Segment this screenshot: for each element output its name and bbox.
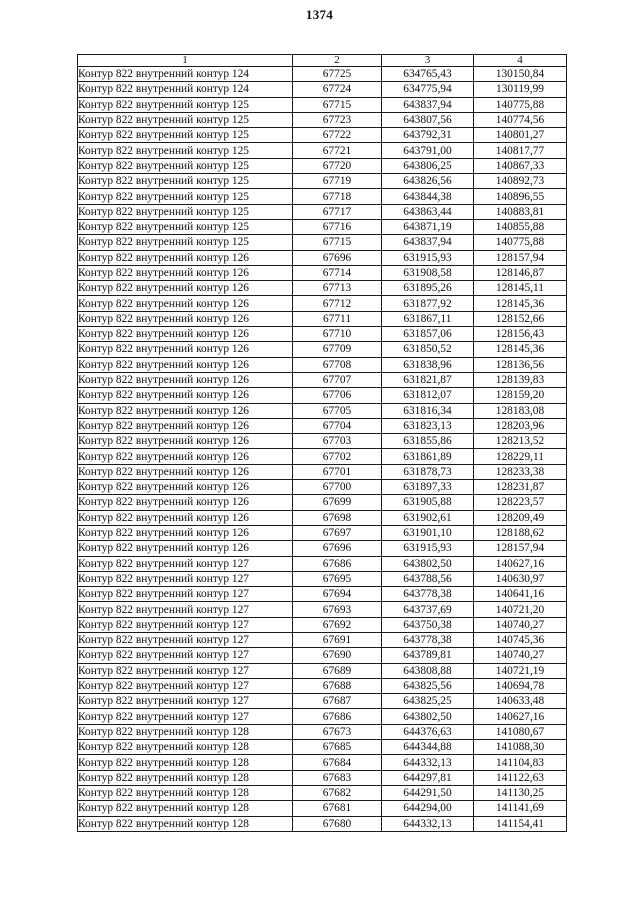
y-coordinate-cell: 128233,38: [474, 464, 567, 479]
y-coordinate-cell: 140801,27: [474, 128, 567, 143]
point-number-cell: 67705: [293, 403, 382, 418]
y-coordinate-cell: 140775,88: [474, 97, 567, 112]
point-number-cell: 67708: [293, 357, 382, 372]
y-coordinate-cell: 140855,88: [474, 219, 567, 234]
x-coordinate-cell: 634765,43: [382, 67, 474, 82]
x-coordinate-cell: 643825,56: [382, 678, 474, 693]
y-coordinate-cell: 130119,99: [474, 82, 567, 97]
y-coordinate-cell: 141088,30: [474, 740, 567, 755]
contour-name-cell: Контур 822 внутренний контур 128: [78, 816, 293, 831]
x-coordinate-cell: 643778,38: [382, 632, 474, 647]
y-coordinate-cell: 128145,11: [474, 281, 567, 296]
x-coordinate-cell: 643802,50: [382, 556, 474, 571]
x-coordinate-cell: 643871,19: [382, 219, 474, 234]
x-coordinate-cell: 634775,94: [382, 82, 474, 97]
point-number-cell: 67710: [293, 327, 382, 342]
x-coordinate-cell: 631895,26: [382, 281, 474, 296]
table-row: [78, 480, 567, 495]
contour-name-cell: Контур 822 внутренний контур 127: [78, 571, 293, 586]
x-coordinate-cell: 643807,56: [382, 112, 474, 127]
table-row: [78, 388, 567, 403]
table-row: [78, 709, 567, 724]
point-number-cell: 67700: [293, 480, 382, 495]
contour-name-cell: Контур 822 внутренний контур 126: [78, 327, 293, 342]
table-body: [78, 67, 567, 832]
x-coordinate-cell: 644344,88: [382, 740, 474, 755]
column-header-1: 1: [78, 55, 293, 67]
table-row: [78, 311, 567, 326]
x-coordinate-cell: 631877,92: [382, 296, 474, 311]
table-row: [78, 770, 567, 785]
x-coordinate-cell: 644294,00: [382, 801, 474, 816]
x-coordinate-cell: 631915,93: [382, 541, 474, 556]
x-coordinate-cell: 631897,33: [382, 480, 474, 495]
contour-name-cell: Контур 822 внутренний контур 124: [78, 82, 293, 97]
y-coordinate-cell: 128159,20: [474, 388, 567, 403]
y-coordinate-cell: 140627,16: [474, 556, 567, 571]
y-coordinate-cell: 140721,19: [474, 663, 567, 678]
table-row: [78, 112, 567, 127]
point-number-cell: 67689: [293, 663, 382, 678]
point-number-cell: 67696: [293, 541, 382, 556]
y-coordinate-cell: 140775,88: [474, 235, 567, 250]
x-coordinate-cell: 631861,89: [382, 449, 474, 464]
x-coordinate-cell: 643837,94: [382, 235, 474, 250]
contour-name-cell: Контур 822 внутренний контур 126: [78, 541, 293, 556]
contour-name-cell: Контур 822 внутренний контур 126: [78, 525, 293, 540]
point-number-cell: 67694: [293, 587, 382, 602]
x-coordinate-cell: 631821,87: [382, 372, 474, 387]
table-row: [78, 816, 567, 831]
point-number-cell: 67686: [293, 709, 382, 724]
x-coordinate-cell: 631838,96: [382, 357, 474, 372]
point-number-cell: 67681: [293, 801, 382, 816]
column-header-3: 3: [382, 55, 474, 67]
contour-name-cell: Контур 822 внутренний контур 124: [78, 67, 293, 82]
point-number-cell: 67721: [293, 143, 382, 158]
y-coordinate-cell: 128157,94: [474, 541, 567, 556]
table-row: [78, 327, 567, 342]
table-row: [78, 296, 567, 311]
y-coordinate-cell: 140892,73: [474, 174, 567, 189]
y-coordinate-cell: 128203,96: [474, 418, 567, 433]
y-coordinate-cell: 128223,57: [474, 495, 567, 510]
y-coordinate-cell: 141154,41: [474, 816, 567, 831]
table-row: [78, 525, 567, 540]
contour-name-cell: Контур 822 внутренний контур 126: [78, 342, 293, 357]
table-row: [78, 219, 567, 234]
point-number-cell: 67702: [293, 449, 382, 464]
y-coordinate-cell: 141130,25: [474, 785, 567, 800]
y-coordinate-cell: 140641,16: [474, 587, 567, 602]
contour-name-cell: Контур 822 внутренний контур 126: [78, 265, 293, 280]
point-number-cell: 67720: [293, 158, 382, 173]
column-header-4: 4: [474, 55, 567, 67]
contour-name-cell: Контур 822 внутренний контур 127: [78, 617, 293, 632]
page-number: 1374: [305, 7, 334, 22]
x-coordinate-cell: 643802,50: [382, 709, 474, 724]
point-number-cell: 67696: [293, 250, 382, 265]
point-number-cell: 67690: [293, 648, 382, 663]
contour-name-cell: Контур 822 внутренний контур 127: [78, 632, 293, 647]
contour-name-cell: Контур 822 внутренний контур 127: [78, 602, 293, 617]
point-number-cell: 67716: [293, 219, 382, 234]
x-coordinate-cell: 631850,52: [382, 342, 474, 357]
contour-name-cell: Контур 822 внутренний контур 128: [78, 740, 293, 755]
point-number-cell: 67706: [293, 388, 382, 403]
contour-name-cell: Контур 822 внутренний контур 125: [78, 174, 293, 189]
table-row: [78, 556, 567, 571]
table-row: [78, 372, 567, 387]
point-number-cell: 67698: [293, 510, 382, 525]
contour-name-cell: Контур 822 внутренний контур 126: [78, 250, 293, 265]
table-row: [78, 128, 567, 143]
contour-name-cell: Контур 822 внутренний контур 127: [78, 678, 293, 693]
table-row: [78, 189, 567, 204]
contour-name-cell: Контур 822 внутренний контур 125: [78, 143, 293, 158]
y-coordinate-cell: 140627,16: [474, 709, 567, 724]
x-coordinate-cell: 644291,50: [382, 785, 474, 800]
contour-name-cell: Контур 822 внутренний контур 126: [78, 418, 293, 433]
point-number-cell: 67687: [293, 694, 382, 709]
contour-name-cell: Контур 822 внутренний контур 126: [78, 434, 293, 449]
table-row: [78, 510, 567, 525]
contour-name-cell: Контур 822 внутренний контур 125: [78, 128, 293, 143]
point-number-cell: 67715: [293, 235, 382, 250]
point-number-cell: 67712: [293, 296, 382, 311]
contour-name-cell: Контур 822 внутренний контур 126: [78, 296, 293, 311]
table-row: [78, 694, 567, 709]
table-row: [78, 755, 567, 770]
y-coordinate-cell: 140694,78: [474, 678, 567, 693]
point-number-cell: 67699: [293, 495, 382, 510]
point-number-cell: 67715: [293, 97, 382, 112]
point-number-cell: 67685: [293, 740, 382, 755]
x-coordinate-cell: 643789,81: [382, 648, 474, 663]
table-row: [78, 663, 567, 678]
y-coordinate-cell: 140633,48: [474, 694, 567, 709]
table-row: [78, 97, 567, 112]
table-row: [78, 617, 567, 632]
point-number-cell: 67717: [293, 204, 382, 219]
table-row: [78, 464, 567, 479]
x-coordinate-cell: 643737,69: [382, 602, 474, 617]
x-coordinate-cell: 631857,06: [382, 327, 474, 342]
y-coordinate-cell: 128213,52: [474, 434, 567, 449]
table-row: [78, 587, 567, 602]
contour-name-cell: Контур 822 внутренний контур 126: [78, 480, 293, 495]
contour-name-cell: Контур 822 внутренний контур 127: [78, 663, 293, 678]
x-coordinate-cell: 644376,63: [382, 724, 474, 739]
x-coordinate-cell: 643788,56: [382, 571, 474, 586]
y-coordinate-cell: 141104,83: [474, 755, 567, 770]
y-coordinate-cell: 140867,33: [474, 158, 567, 173]
table-row: [78, 265, 567, 280]
table-row: [78, 235, 567, 250]
x-coordinate-cell: 643825,25: [382, 694, 474, 709]
x-coordinate-cell: 631908,58: [382, 265, 474, 280]
point-number-cell: 67692: [293, 617, 382, 632]
contour-name-cell: Контур 822 внутренний контур 125: [78, 112, 293, 127]
x-coordinate-cell: 631812,07: [382, 388, 474, 403]
contour-name-cell: Контур 822 внутренний контур 128: [78, 801, 293, 816]
y-coordinate-cell: 128157,94: [474, 250, 567, 265]
table-row: [78, 250, 567, 265]
point-number-cell: 67709: [293, 342, 382, 357]
contour-name-cell: Контур 822 внутренний контур 125: [78, 219, 293, 234]
table-row: [78, 541, 567, 556]
y-coordinate-cell: 128136,56: [474, 357, 567, 372]
table-row: [78, 648, 567, 663]
table-row: [78, 143, 567, 158]
x-coordinate-cell: 631901,10: [382, 525, 474, 540]
x-coordinate-cell: 644332,13: [382, 755, 474, 770]
y-coordinate-cell: 140745,36: [474, 632, 567, 647]
point-number-cell: 67714: [293, 265, 382, 280]
x-coordinate-cell: 631816,34: [382, 403, 474, 418]
x-coordinate-cell: 643844,38: [382, 189, 474, 204]
contour-name-cell: Контур 822 внутренний контур 125: [78, 235, 293, 250]
table-row: [78, 495, 567, 510]
y-coordinate-cell: 128139,83: [474, 372, 567, 387]
table-row: [78, 418, 567, 433]
contour-name-cell: Контур 822 внутренний контур 126: [78, 403, 293, 418]
point-number-cell: 67723: [293, 112, 382, 127]
point-number-cell: 67697: [293, 525, 382, 540]
x-coordinate-cell: 644332,13: [382, 816, 474, 831]
y-coordinate-cell: 128209,49: [474, 510, 567, 525]
table-row: [78, 724, 567, 739]
x-coordinate-cell: 643792,31: [382, 128, 474, 143]
x-coordinate-cell: 643808,88: [382, 663, 474, 678]
contour-name-cell: Контур 822 внутренний контур 127: [78, 648, 293, 663]
point-number-cell: 67701: [293, 464, 382, 479]
y-coordinate-cell: 140740,27: [474, 648, 567, 663]
contour-name-cell: Контур 822 внутренний контур 126: [78, 464, 293, 479]
contour-name-cell: Контур 822 внутренний контур 126: [78, 510, 293, 525]
contour-name-cell: Контур 822 внутренний контур 127: [78, 694, 293, 709]
x-coordinate-cell: 631915,93: [382, 250, 474, 265]
y-coordinate-cell: 130150,84: [474, 67, 567, 82]
y-coordinate-cell: 140896,55: [474, 189, 567, 204]
table-row: [78, 403, 567, 418]
x-coordinate-cell: 643791,00: [382, 143, 474, 158]
point-number-cell: 67703: [293, 434, 382, 449]
y-coordinate-cell: 128229,11: [474, 449, 567, 464]
contour-name-cell: Контур 822 внутренний контур 126: [78, 495, 293, 510]
x-coordinate-cell: 643750,38: [382, 617, 474, 632]
coordinates-table: [77, 54, 567, 832]
y-coordinate-cell: 128146,87: [474, 265, 567, 280]
x-coordinate-cell: 631823,13: [382, 418, 474, 433]
y-coordinate-cell: 140740,27: [474, 617, 567, 632]
table-row: [78, 602, 567, 617]
point-number-cell: 67688: [293, 678, 382, 693]
point-number-cell: 67722: [293, 128, 382, 143]
table-row: [78, 449, 567, 464]
contour-name-cell: Контур 822 внутренний контур 125: [78, 189, 293, 204]
point-number-cell: 67693: [293, 602, 382, 617]
point-number-cell: 67718: [293, 189, 382, 204]
point-number-cell: 67713: [293, 281, 382, 296]
y-coordinate-cell: 140721,20: [474, 602, 567, 617]
contour-name-cell: Контур 822 внутренний контур 126: [78, 388, 293, 403]
table-row: [78, 785, 567, 800]
table-row: [78, 174, 567, 189]
point-number-cell: 67725: [293, 67, 382, 82]
y-coordinate-cell: 140817,77: [474, 143, 567, 158]
table-row: [78, 801, 567, 816]
contour-name-cell: Контур 822 внутренний контур 126: [78, 357, 293, 372]
point-number-cell: 67682: [293, 785, 382, 800]
x-coordinate-cell: 631902,61: [382, 510, 474, 525]
x-coordinate-cell: 631855,86: [382, 434, 474, 449]
table-row: [78, 82, 567, 97]
contour-name-cell: Контур 822 внутренний контур 127: [78, 587, 293, 602]
point-number-cell: 67707: [293, 372, 382, 387]
x-coordinate-cell: 643863,44: [382, 204, 474, 219]
contour-name-cell: Контур 822 внутренний контур 128: [78, 755, 293, 770]
y-coordinate-cell: 128183,08: [474, 403, 567, 418]
x-coordinate-cell: 643806,25: [382, 158, 474, 173]
y-coordinate-cell: 128152,66: [474, 311, 567, 326]
table-row: [78, 158, 567, 173]
x-coordinate-cell: 643837,94: [382, 97, 474, 112]
table-row: [78, 740, 567, 755]
point-number-cell: 67704: [293, 418, 382, 433]
x-coordinate-cell: 631867,11: [382, 311, 474, 326]
table-row: [78, 281, 567, 296]
table-row: [78, 342, 567, 357]
x-coordinate-cell: 644297,81: [382, 770, 474, 785]
contour-name-cell: Контур 822 внутренний контур 125: [78, 158, 293, 173]
y-coordinate-cell: 140630,97: [474, 571, 567, 586]
table-header-row: [78, 55, 567, 67]
contour-name-cell: Контур 822 внутренний контур 126: [78, 311, 293, 326]
contour-name-cell: Контур 822 внутренний контур 128: [78, 724, 293, 739]
y-coordinate-cell: 128145,36: [474, 342, 567, 357]
point-number-cell: 67719: [293, 174, 382, 189]
y-coordinate-cell: 128145,36: [474, 296, 567, 311]
y-coordinate-cell: 141141,69: [474, 801, 567, 816]
point-number-cell: 67711: [293, 311, 382, 326]
table-row: [78, 571, 567, 586]
contour-name-cell: Контур 822 внутренний контур 125: [78, 204, 293, 219]
y-coordinate-cell: 128156,43: [474, 327, 567, 342]
point-number-cell: 67684: [293, 755, 382, 770]
contour-name-cell: Контур 822 внутренний контур 127: [78, 709, 293, 724]
table-row: [78, 204, 567, 219]
contour-name-cell: Контур 822 внутренний контур 127: [78, 556, 293, 571]
contour-name-cell: Контур 822 внутренний контур 125: [78, 97, 293, 112]
contour-name-cell: Контур 822 внутренний контур 126: [78, 281, 293, 296]
table-row: [78, 67, 567, 82]
y-coordinate-cell: 128188,62: [474, 525, 567, 540]
y-coordinate-cell: 140883,81: [474, 204, 567, 219]
contour-name-cell: Контур 822 внутренний контур 126: [78, 372, 293, 387]
contour-name-cell: Контур 822 внутренний контур 128: [78, 770, 293, 785]
point-number-cell: 67695: [293, 571, 382, 586]
point-number-cell: 67673: [293, 724, 382, 739]
point-number-cell: 67686: [293, 556, 382, 571]
point-number-cell: 67724: [293, 82, 382, 97]
x-coordinate-cell: 643826,56: [382, 174, 474, 189]
table-row: [78, 678, 567, 693]
y-coordinate-cell: 140774,56: [474, 112, 567, 127]
column-header-2: 2: [293, 55, 382, 67]
point-number-cell: 67680: [293, 816, 382, 831]
point-number-cell: 67691: [293, 632, 382, 647]
table-row: [78, 434, 567, 449]
x-coordinate-cell: 643778,38: [382, 587, 474, 602]
contour-name-cell: Контур 822 внутренний контур 128: [78, 785, 293, 800]
contour-name-cell: Контур 822 внутренний контур 126: [78, 449, 293, 464]
table-row: [78, 357, 567, 372]
x-coordinate-cell: 631905,88: [382, 495, 474, 510]
y-coordinate-cell: 141122,63: [474, 770, 567, 785]
x-coordinate-cell: 631878,73: [382, 464, 474, 479]
y-coordinate-cell: 141080,67: [474, 724, 567, 739]
point-number-cell: 67683: [293, 770, 382, 785]
table-row: [78, 632, 567, 647]
y-coordinate-cell: 128231,87: [474, 480, 567, 495]
